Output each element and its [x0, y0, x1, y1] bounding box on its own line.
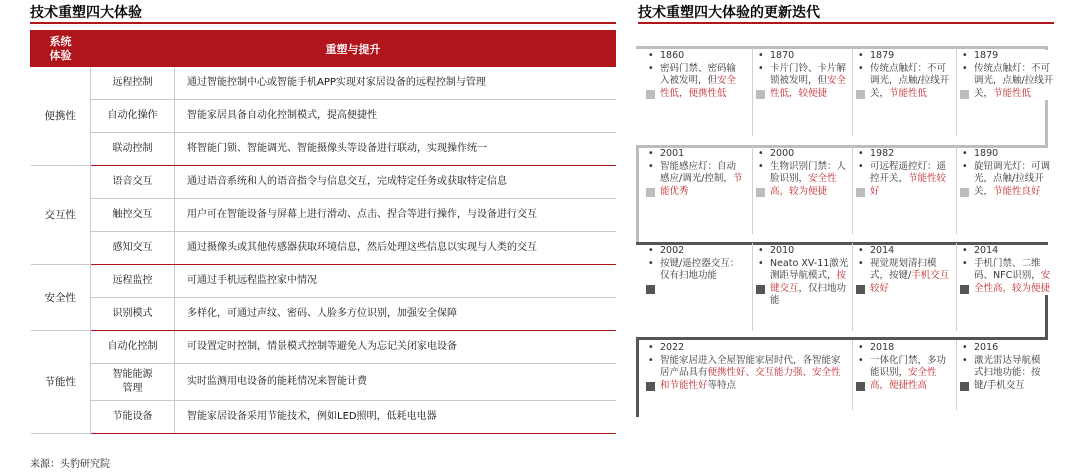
- timeline-text: 生物识别门禁：人脸识别，: [770, 160, 847, 184]
- timeline-divider: [956, 48, 957, 136]
- timeline-divider: [752, 243, 753, 331]
- timeline-marker: [646, 90, 655, 99]
- timeline-marker: [756, 188, 765, 197]
- feature-cell: 节能设备: [91, 401, 175, 434]
- timeline-marker: [960, 188, 969, 197]
- timeline-divider: [956, 340, 957, 410]
- timeline-description: [660, 258, 744, 283]
- timeline-card: • 2022 • 智能家居进入全屋智能家居时代，各智能家居产品具有便携性好、交互能力强、安全性和节能性好等特点: [648, 342, 844, 392]
- description-cell: 通过摄像头或其他传感器获取环境信息，然后处理这些信息以实现与人类的交互: [175, 232, 616, 265]
- timeline-divider: [956, 243, 957, 331]
- left-title-rule: [30, 22, 616, 24]
- timeline-card: • 2002 • 按键/遥控器交互：仅有扫地功能: [648, 245, 744, 283]
- timeline-card: • 1879 • 传统点触灯：不可调光，点触/拉线开关，节能性低: [962, 50, 1058, 100]
- timeline-year: 2014: [974, 245, 999, 256]
- timeline-marker: [960, 90, 969, 99]
- timeline-highlight: 便携性好、交互能力强、安全性和节能性好: [660, 367, 841, 391]
- timeline-marker: [960, 382, 969, 391]
- description-cell: 通过智能控制中心或智能手机APP实现对家居设备的远程控制与管理: [175, 67, 616, 100]
- timeline-text: 智能家居进入全屋智能家居时代，各智能家居产品具有: [660, 354, 841, 378]
- table-row: [31, 100, 616, 133]
- timeline-highlight: 节能性较好: [870, 173, 947, 197]
- description-cell: 多样化，可通过声纹、密码、人脸多方位识别，加强安全保障: [175, 298, 616, 331]
- table-row: [31, 331, 616, 364]
- timeline-year: 2016: [974, 342, 999, 353]
- timeline-card: • 1982 • 可远程遥控灯：遥控开关，节能性较好: [858, 148, 954, 198]
- feature-cell: 智能能源 管理: [91, 364, 175, 401]
- timeline-card: • 2014 • 视觉规划清扫模式，按键/手机交互较好: [858, 245, 954, 295]
- timeline-year: 1890: [974, 148, 999, 159]
- table-row: [31, 401, 616, 434]
- header-system: 系统 体验: [31, 31, 91, 67]
- timeline-card: • 2001 • 智能感应灯：自动感应/调光/控制，节能优秀: [648, 148, 743, 197]
- experience-table: [30, 30, 616, 434]
- feature-cell: 自动化控制: [91, 331, 175, 364]
- timeline-text-tail: 等特点: [707, 379, 737, 391]
- timeline-text: 一体化门禁，多功能识别，: [870, 354, 947, 378]
- timeline-text: 视觉规划清扫模式，按键/: [870, 257, 937, 281]
- timeline-highlight: 按键交互: [770, 270, 847, 294]
- description-cell: 智能家居设备采用节能技术，例如LED照明，低耗电电器: [175, 401, 616, 434]
- description-cell: 将智能门锁、智能调光、智能摄像头等设备进行联动，实现操作统一: [175, 133, 616, 166]
- timeline-description: [660, 63, 744, 101]
- timeline-card: • 2014 • 手机门禁、二维码、NFC识别，安全性高，较为便捷: [962, 245, 1058, 295]
- description-cell: 通过语音系统和人的语音指令与信息交互，完成特定任务或获取特定信息: [175, 166, 616, 199]
- table-row: [31, 199, 616, 232]
- table-row: [31, 298, 616, 331]
- timeline-marker: [756, 90, 765, 99]
- timeline-marker: [856, 285, 865, 294]
- timeline-divider: [852, 48, 853, 136]
- timeline-text: Neato XV-11激光测距导航模式，: [770, 257, 849, 281]
- timeline-description: [770, 161, 854, 199]
- timeline-marker: [756, 285, 765, 294]
- timeline-divider: [852, 243, 853, 331]
- timeline-text: 按键/遥控器交互：仅有扫地功能: [660, 257, 740, 281]
- table-row: [31, 364, 616, 401]
- timeline-card: • 2018 • 一体化门禁，多功能识别，安全性高，便捷性高: [858, 342, 954, 392]
- timeline-text: 密码门禁、密码输入被发明，但: [660, 62, 737, 86]
- timeline-text: 卡片门铃、卡片解锁被发明，但: [770, 62, 847, 86]
- timeline-description: [870, 161, 954, 199]
- timeline-highlight: 节能性良好: [993, 185, 1041, 197]
- timeline-marker: [646, 188, 655, 197]
- timeline-highlight: 节能性低: [993, 87, 1032, 99]
- feature-cell: 远程控制: [91, 67, 175, 100]
- timeline-text: 传统点触灯：不可调光，点触/拉线开关，: [870, 62, 950, 99]
- feature-cell: 感知交互: [91, 232, 175, 265]
- feature-cell: 远程监控: [91, 265, 175, 298]
- timeline-description: [660, 355, 844, 393]
- timeline-text: 激光雷达导航模式扫地功能：按键/手机交互: [974, 354, 1041, 391]
- timeline-marker: [960, 285, 969, 294]
- table-row: [31, 67, 616, 100]
- timeline-year: 2000: [770, 148, 795, 159]
- timeline-marker: [646, 285, 655, 294]
- description-cell: 可设置定时控制，情景模式控制等避免人为忘记关闭家电设备: [175, 331, 616, 364]
- timeline-text: 传统点触灯：不可调光，点触/拉线开关，: [974, 62, 1054, 99]
- timeline-divider: [752, 146, 753, 234]
- timeline-marker: [646, 382, 655, 391]
- category-energy-saving: 节能性: [31, 331, 91, 434]
- timeline-year: 2002: [660, 245, 685, 256]
- timeline-description: [870, 63, 954, 101]
- timeline-description: [974, 355, 1042, 393]
- timeline-description: [660, 161, 744, 199]
- timeline-card: • 2010 • Neato XV-11激光测距导航模式，按键交互，仅扫地功能: [758, 245, 854, 308]
- feature-cell: 语音交互: [91, 166, 175, 199]
- timeline-text: 可远程遥控灯：遥控开关，: [870, 160, 947, 184]
- timeline-year: 1982: [870, 148, 895, 159]
- table-header: [31, 31, 616, 67]
- timeline-marker: [856, 382, 865, 391]
- category-interactivity: 交互性: [31, 166, 91, 265]
- timeline-year: 1879: [974, 50, 999, 61]
- description-cell: 用户可在智能设备与屏幕上进行滑动、点击、捏合等进行操作，与设备进行交互: [175, 199, 616, 232]
- timeline-highlight: 安全性低，便携性低: [660, 75, 737, 99]
- timeline-text: 旋钮调光灯：可调光，点触/拉线开关，: [974, 160, 1051, 197]
- table-row: [31, 133, 616, 166]
- timeline-highlight: 节能优秀: [660, 173, 743, 197]
- timeline-highlight: 节能性低: [889, 87, 928, 99]
- timeline-card: • 2016 • 激光雷达导航模式扫地功能：按键/手机交互: [962, 342, 1041, 391]
- timeline-divider: [752, 48, 753, 136]
- timeline-year: 1879: [870, 50, 895, 61]
- timeline-highlight: 安全性高，较为便捷: [974, 270, 1051, 294]
- left-title: 技术重塑四大体验: [30, 5, 142, 21]
- timeline-card: • 2000 • 生物识别门禁：人脸识别，安全性高，较为便捷: [758, 148, 854, 198]
- timeline-text: 手机门禁、二维码、NFC识别，: [974, 257, 1041, 281]
- category-portability: 便携性: [31, 67, 91, 166]
- timeline-description: [974, 161, 1058, 199]
- timeline-year: 2014: [870, 245, 895, 256]
- right-title: 技术重塑四大体验的更新迭代: [638, 5, 820, 21]
- table-row: [31, 232, 616, 265]
- timeline-description: [770, 63, 854, 101]
- description-cell: 智能家居具备自动化控制模式，提高便捷性: [175, 100, 616, 133]
- header-reshape: 重塑与提升: [91, 31, 616, 67]
- timeline-card: • 1860 • 密码门禁、密码输入被发明，但安全性低，便携性低: [648, 50, 744, 100]
- table-row: [31, 166, 616, 199]
- timeline-text: 智能感应灯：自动感应/调光/控制，: [660, 160, 737, 184]
- timeline-marker: [856, 188, 865, 197]
- timeline-description: [870, 355, 954, 393]
- feature-cell: 联动控制: [91, 133, 175, 166]
- timeline-description: [974, 63, 1058, 101]
- feature-cell: 触控交互: [91, 199, 175, 232]
- timeline-highlight: 安全性高，便捷性高: [870, 367, 937, 391]
- timeline-divider: [852, 340, 853, 410]
- timeline-divider: [852, 146, 853, 234]
- timeline-description: [974, 258, 1058, 296]
- timeline-card: • 1870 • 卡片门铃、卡片解锁被发明，但安全性低，较便捷: [758, 50, 854, 100]
- timeline-highlight: 安全性高，较为便捷: [770, 173, 837, 197]
- timeline-highlight: 安全性低，较便捷: [770, 75, 847, 99]
- timeline-year: 2018: [870, 342, 895, 353]
- timeline-year: 1860: [660, 50, 685, 61]
- timeline-year: 2010: [770, 245, 795, 256]
- description-cell: 实时监测用电设备的能耗情况来智能计费: [175, 364, 616, 401]
- category-security: 安全性: [31, 265, 91, 331]
- timeline-card: • 1890 • 旋钮调光灯：可调光，点触/拉线开关，节能性良好: [962, 148, 1058, 198]
- table-row: [31, 265, 616, 298]
- timeline-marker: [856, 90, 865, 99]
- right-title-rule: [638, 22, 1054, 24]
- timeline-year: 2022: [660, 342, 685, 353]
- timeline-description: [770, 258, 854, 308]
- timeline-card: • 1879 • 传统点触灯：不可调光，点触/拉线开关，节能性低: [858, 50, 954, 100]
- description-cell: 可通过手机远程监控家中情况: [175, 265, 616, 298]
- timeline-highlight: 手机交互较好: [870, 270, 950, 294]
- timeline-divider: [956, 146, 957, 234]
- feature-cell: 自动化操作: [91, 100, 175, 133]
- feature-cell: 识别模式: [91, 298, 175, 331]
- timeline-description: [870, 258, 954, 296]
- timeline-text-tail: ，仅扫地功能: [770, 282, 847, 306]
- timeline-year: 2001: [660, 148, 685, 159]
- timeline-year: 1870: [770, 50, 795, 61]
- source-note: 来源：头豹研究院: [30, 459, 110, 470]
